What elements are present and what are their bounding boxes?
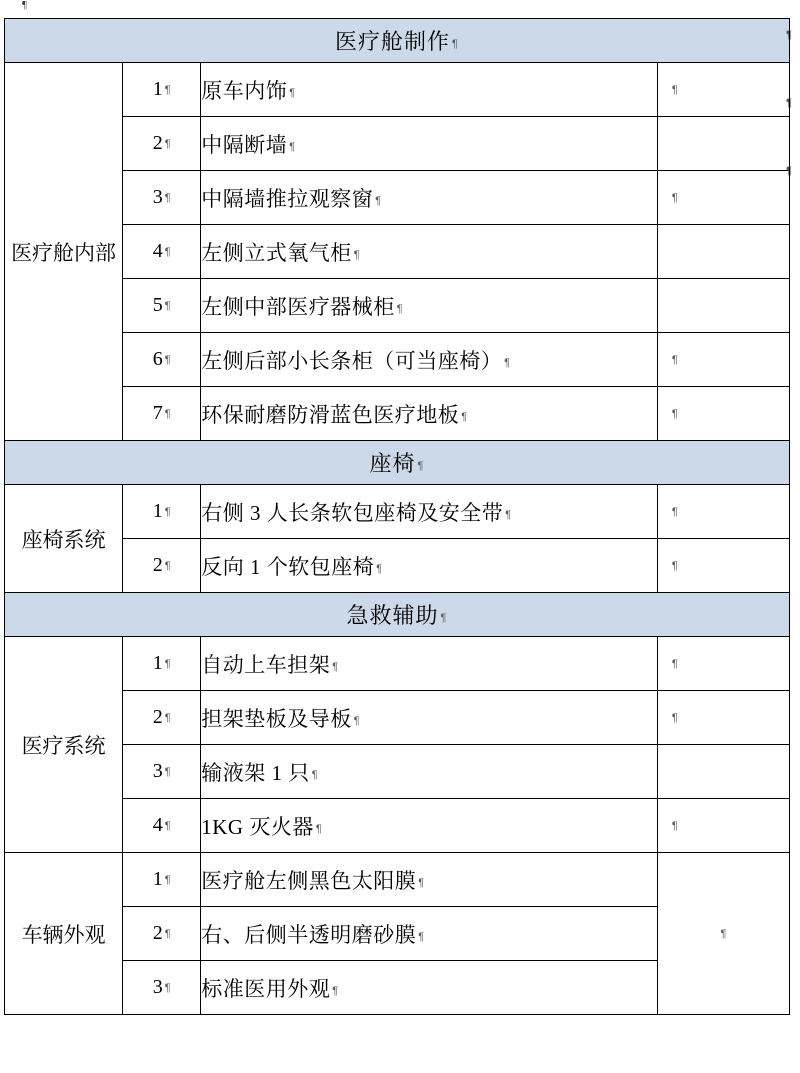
paragraph-mark: ¶ [164, 506, 171, 519]
table-row [5, 63, 790, 117]
row-number [123, 961, 201, 1015]
row-number-value: 6 [152, 348, 163, 370]
row-text [201, 387, 658, 441]
section-header-row [5, 19, 790, 63]
paragraph-mark: ¶ [671, 711, 678, 724]
paragraph-mark: ¶ [417, 459, 425, 472]
row-number-value: 3 [152, 760, 163, 782]
row-text-value: 右、后侧半透明磨砂膜 [201, 922, 417, 947]
row-number-value: 1 [152, 78, 163, 100]
paragraph-mark: ¶ [164, 766, 171, 779]
paragraph-mark: ¶ [164, 408, 171, 421]
paragraph-mark: ¶ [671, 505, 678, 518]
row-number [123, 387, 201, 441]
paragraph-mark: ¶ [786, 29, 792, 41]
row-text [201, 117, 658, 171]
paragraph-mark: ¶ [671, 353, 678, 366]
paragraph-mark: ¶ [418, 876, 425, 889]
paragraph-mark: ¶ [164, 84, 171, 97]
paragraph-mark: ¶ [164, 560, 171, 573]
note-cell [657, 853, 789, 1015]
row-text [201, 485, 658, 539]
paragraph-mark: ¶ [289, 86, 296, 99]
row-text-value: 1KG 灭火器 [201, 814, 314, 839]
paragraph-mark: ¶ [289, 140, 296, 153]
row-number-value: 3 [152, 186, 163, 208]
row-text-value: 标准医用外观 [201, 976, 331, 1001]
row-text-value: 左侧后部小长条柜（可当座椅） [201, 348, 503, 373]
table-row [5, 637, 790, 691]
row-number [123, 637, 201, 691]
row-number-value: 2 [152, 132, 163, 154]
row-text [201, 171, 658, 225]
note-cell [657, 485, 789, 539]
row-text [201, 279, 658, 333]
group-label: 医疗舱内部 [5, 63, 123, 441]
table-row [5, 485, 790, 539]
paragraph-mark: ¶ [396, 302, 404, 315]
paragraph-mark: ¶ [671, 657, 678, 670]
table-row [5, 691, 790, 745]
section-header-cell [5, 593, 790, 637]
section-header-row [5, 441, 790, 485]
section-title: 座椅 [369, 451, 416, 476]
row-number [123, 691, 201, 745]
row-text [201, 961, 658, 1015]
paragraph-mark: ¶ [786, 97, 792, 109]
paragraph-mark: ¶ [311, 768, 319, 781]
row-text-value: 左侧中部医疗器械柜 [201, 294, 395, 319]
paragraph-mark: ¶ [164, 712, 171, 725]
row-number-value: 5 [152, 294, 163, 316]
row-number-value: 4 [152, 240, 163, 262]
paragraph-mark: ¶ [720, 927, 727, 940]
row-number [123, 485, 201, 539]
row-number [123, 799, 201, 853]
note-cell [657, 171, 789, 225]
paragraph-mark: ¶ [671, 191, 678, 204]
paragraph-mark: ¶ [452, 37, 459, 50]
note-cell [657, 63, 789, 117]
paragraph-mark: ¶ [671, 819, 678, 832]
row-text [201, 745, 658, 799]
paragraph-mark: ¶ [332, 660, 339, 673]
row-text [201, 63, 658, 117]
paragraph-mark: ¶ [353, 248, 361, 261]
paragraph-mark: ¶ [505, 508, 512, 521]
paragraph-mark: ¶ [164, 982, 171, 995]
row-text-value: 环保耐磨防滑蓝色医疗地板 [201, 402, 460, 427]
row-text-value: 担架垫板及导板 [201, 706, 352, 731]
group-label: 医疗系统 [5, 637, 123, 853]
row-number [123, 333, 201, 387]
section-header-cell [5, 441, 790, 485]
paragraph-mark: ¶ [315, 822, 323, 835]
row-number [123, 907, 201, 961]
row-number-value: 1 [152, 500, 163, 522]
paragraph-mark-top: ¶ [22, 0, 27, 11]
paragraph-mark: ¶ [461, 410, 468, 423]
section-title: 医疗舱制作 [335, 29, 451, 54]
paragraph-mark: ¶ [164, 658, 171, 671]
table-row [5, 333, 790, 387]
table-row [5, 853, 790, 907]
paragraph-mark: ¶ [164, 874, 171, 887]
table-row [5, 279, 790, 333]
paragraph-mark: ¶ [671, 83, 678, 96]
section-title: 急救辅助 [346, 603, 439, 628]
note-cell [657, 637, 789, 691]
row-text-value: 中隔墙推拉观察窗 [201, 186, 374, 211]
paragraph-mark: ¶ [164, 300, 171, 313]
row-text [201, 333, 658, 387]
note-cell [657, 225, 789, 279]
row-number-value: 2 [152, 706, 163, 728]
row-number [123, 171, 201, 225]
group-label: 座椅系统 [5, 485, 123, 593]
paragraph-mark: ¶ [164, 820, 171, 833]
paragraph-mark: ¶ [504, 356, 511, 369]
row-number-value: 2 [152, 554, 163, 576]
row-number-value: 3 [152, 976, 163, 998]
note-cell [657, 333, 789, 387]
row-text-value: 自动上车担架 [201, 652, 331, 677]
right-margin-marks [786, 30, 798, 234]
table-row [5, 745, 790, 799]
table-row [5, 225, 790, 279]
paragraph-mark: ¶ [376, 562, 383, 575]
row-text [201, 691, 658, 745]
row-text [201, 853, 658, 907]
row-number [123, 539, 201, 593]
table-row [5, 799, 790, 853]
table-row [5, 117, 790, 171]
paragraph-mark: ¶ [164, 354, 171, 367]
row-text-value: 反向 1 个软包座椅 [201, 554, 375, 579]
note-cell [657, 799, 789, 853]
table-row [5, 387, 790, 441]
row-number [123, 225, 201, 279]
table-row [5, 539, 790, 593]
row-text [201, 799, 658, 853]
row-text-value: 中隔断墙 [201, 132, 288, 157]
paragraph-mark: ¶ [164, 192, 171, 205]
row-text-value: 左侧立式氧气柜 [201, 240, 352, 265]
paragraph-mark: ¶ [671, 559, 678, 572]
note-cell [657, 279, 789, 333]
row-text-value: 医疗舱左侧黑色太阳膜 [201, 868, 417, 893]
row-number-value: 7 [152, 402, 163, 424]
row-text-value: 原车内饰 [201, 78, 288, 103]
note-cell [657, 539, 789, 593]
group-label: 车辆外观 [5, 853, 123, 1015]
paragraph-mark: ¶ [786, 165, 792, 177]
section-header-row [5, 593, 790, 637]
spec-table [4, 18, 790, 1015]
row-text [201, 637, 658, 691]
paragraph-mark: ¶ [164, 138, 171, 151]
paragraph-mark: ¶ [353, 714, 361, 727]
row-text [201, 225, 658, 279]
row-number [123, 117, 201, 171]
row-number [123, 745, 201, 799]
paragraph-mark: ¶ [671, 407, 678, 420]
row-text-value: 右侧 3 人长条软包座椅及安全带 [201, 500, 504, 525]
row-text-value: 输液架 1 只 [201, 760, 310, 785]
note-cell [657, 387, 789, 441]
row-number [123, 279, 201, 333]
paragraph-mark: ¶ [375, 194, 382, 207]
table-row [5, 171, 790, 225]
row-number-value: 2 [152, 922, 163, 944]
row-text [201, 907, 658, 961]
paragraph-mark: ¶ [164, 246, 171, 259]
row-number-value: 1 [152, 652, 163, 674]
paragraph-mark: ¶ [440, 611, 448, 624]
row-number [123, 853, 201, 907]
paragraph-mark: ¶ [332, 984, 339, 997]
row-number-value: 4 [152, 814, 163, 836]
row-number [123, 63, 201, 117]
section-header-cell [5, 19, 790, 63]
note-cell [657, 745, 789, 799]
row-text [201, 539, 658, 593]
note-cell [657, 117, 789, 171]
paragraph-mark: ¶ [164, 928, 171, 941]
paragraph-mark: ¶ [418, 930, 425, 943]
row-number-value: 1 [152, 868, 163, 890]
note-cell [657, 691, 789, 745]
